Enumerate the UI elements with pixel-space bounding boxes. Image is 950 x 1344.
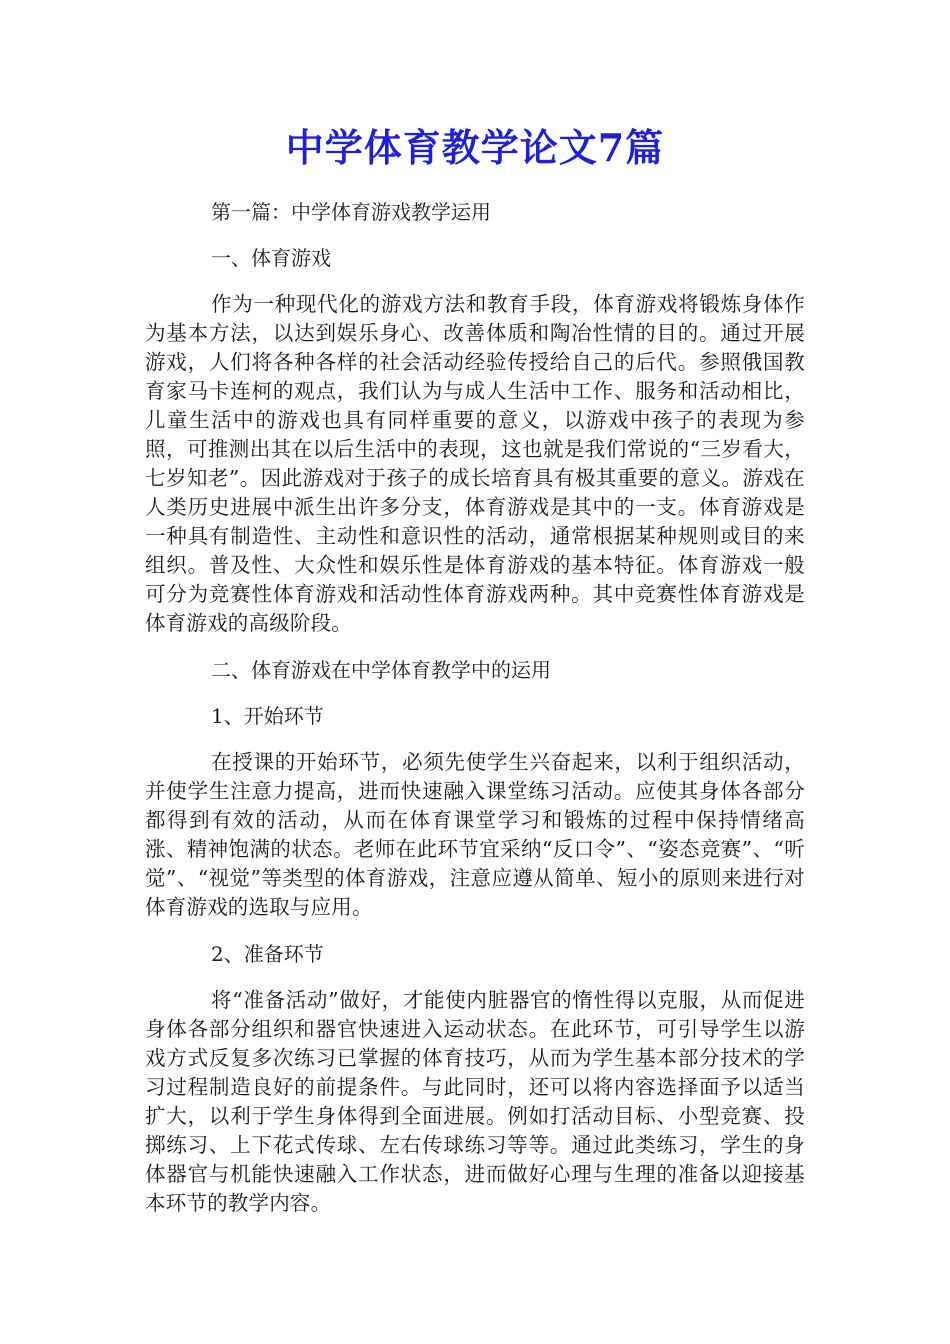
section-heading-1: 第一篇：中学体育游戏教学运用 (211, 200, 491, 224)
document-title: 中学体育教学论文7篇 (285, 125, 665, 170)
part1-paragraph: 作为一种现代化的游戏方法和教育手段，体育游戏将锻炼身体作为基本方法，以达到娱乐身心、改善体质和陶冶性情的目的。通过开展游戏，人们将各种各样的社会活动经验传授给自己的后代。参照俄国教育家马卡连柯的观点，我们认为与成人生活中工作、服务和活动相比，儿童生活中的游戏也具有同样重要的意义，以游戏中孩子的表现为参照，可推测出其在以后生活中的表现，这也就是我们常说的“三岁看大，七岁知老”。因此游戏对于孩子的成长培育具有极其重要的意义。游戏在人类历史进展中派生出许多分支，体育游戏是其中的一支。体育游戏是一种具有制造性、主动性和意识性的活动，通常根据某种规则或目的来组织。普及性、大众性和娱乐性是体育游戏的基本特征。体育游戏一般可分为竞赛性体育游戏和活动性体育游戏两种。其中竞赛性体育游戏是体育游戏的高级阶段。 (145, 292, 805, 635)
part-heading-2: 二、体育游戏在中学体育教学中的运用 (211, 658, 551, 682)
sub1-paragraph: 在授课的开始环节，必须先使学生兴奋起来，以利于组织活动，并使学生注意力提高，进而快速融入课堂练习活动。应使其身体各部分都得到有效的活动，从而在体育课堂学习和锻炼的过程中保持情绪高涨、精神饱满的状态。老师在此环节宜采纳“反口令”、“姿态竞赛”、“听觉”、“视觉”等类型的体育游戏，注意应遵从简单、短小的原则来进行对体育游戏的选取与应用。 (145, 750, 805, 919)
subheading-1: 1、开始环节 (211, 704, 324, 728)
part-heading-1: 一、体育游戏 (211, 246, 331, 270)
subheading-2: 2、准备环节 (211, 942, 324, 966)
sub2-paragraph: 将“准备活动”做好，才能使内脏器官的惰性得以克服，从而促进身体各部分组织和器官快速进入运动状态。在此环节，可引导学生以游戏方式反复多次练习已掌握的体育技巧，从而为学生基本部分技术的学习过程制造良好的前提条件。与此同时，还可以将内容选择面予以适当扩大，以利于学生身体得到全面进展。例如打活动目标、小型竞赛、投掷练习、上下花式传球、左右传球练习等等。通过此类练习，学生的身体器官与机能快速融入工作状态，进而做好心理与生理的准备以迎接基本环节的教学内容。 (145, 988, 805, 1215)
